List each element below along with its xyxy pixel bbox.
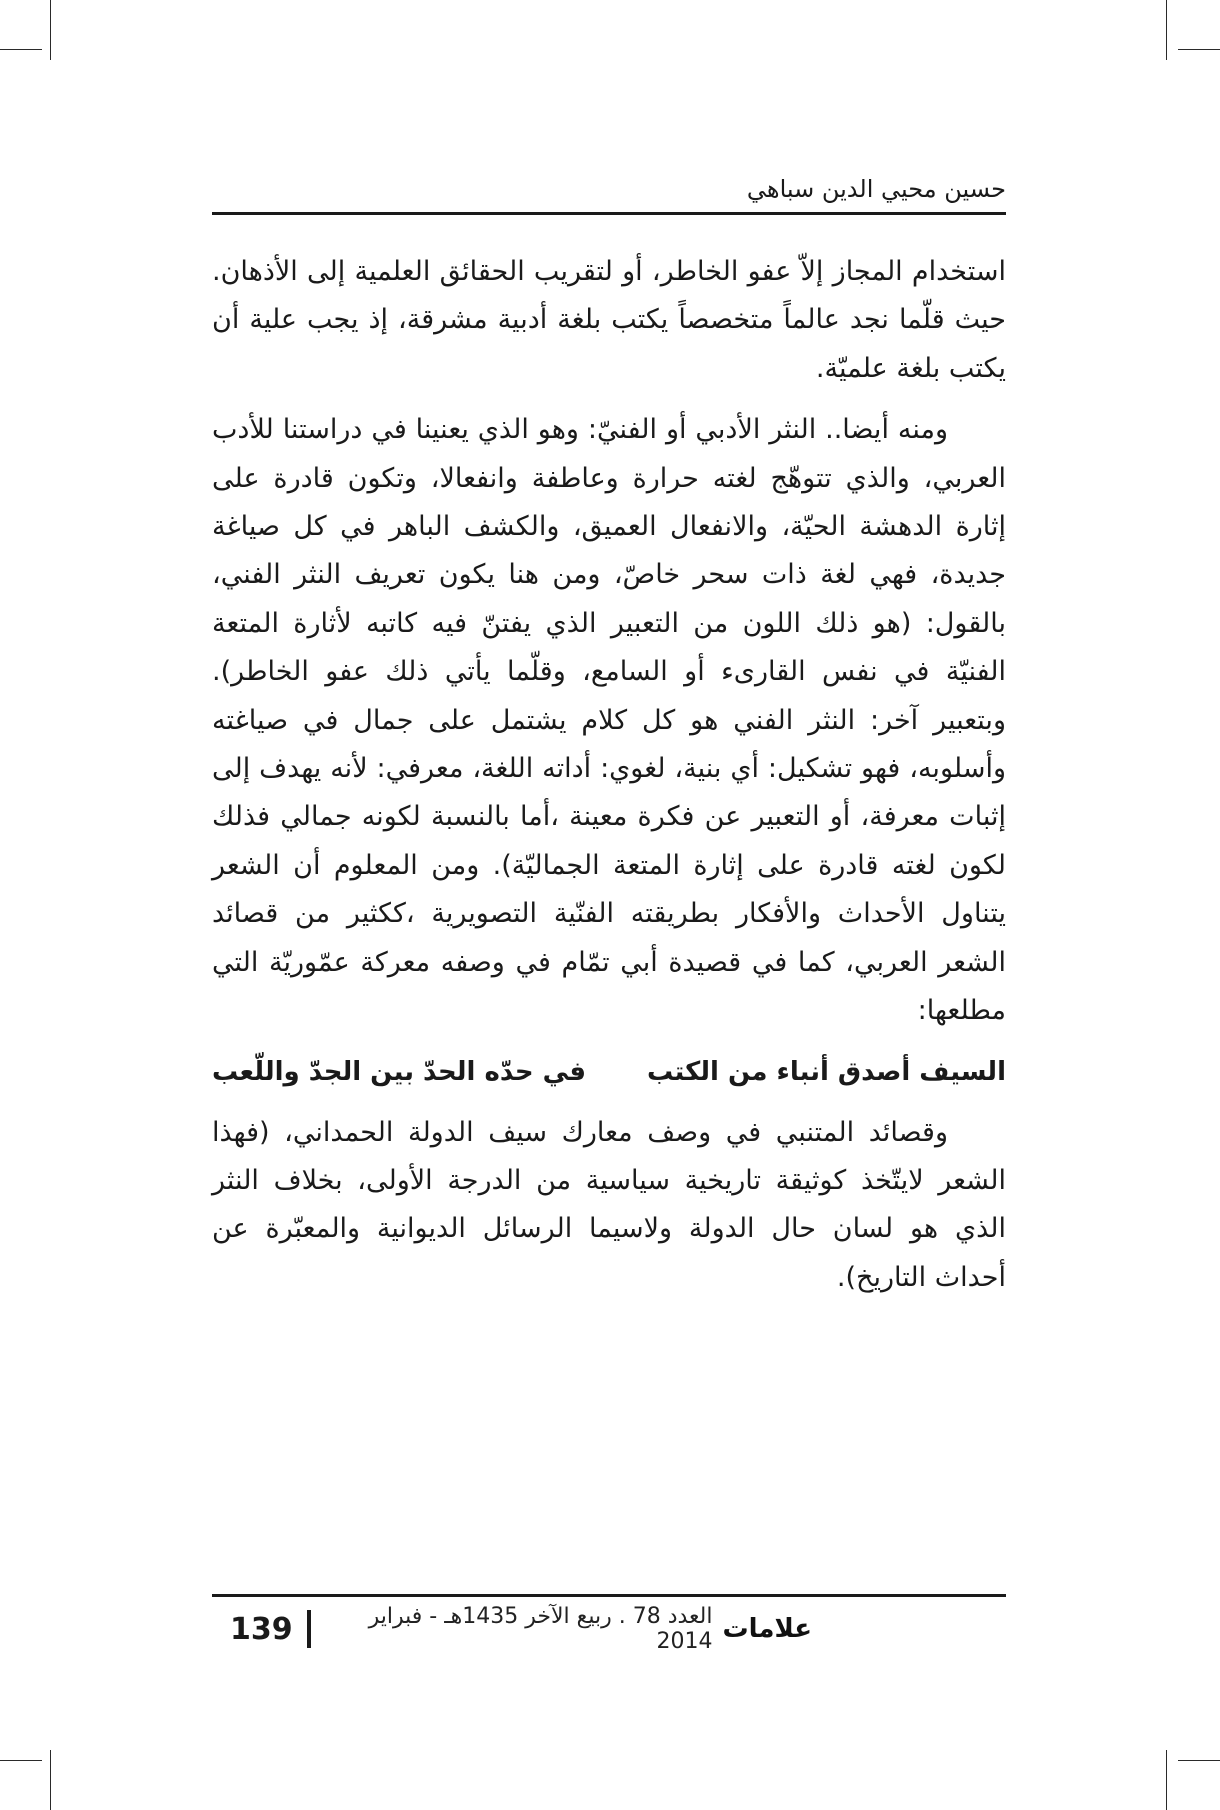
paragraph-2: ومنه أيضا.. النثر الأدبي أو الفنيّ: وهو الذي يعنينا في دراستنا للأدب العربي، والذي تتوهّج لغته حرارة وعاطفة وانفعالا، وتكون قادرة على إثارة الدهشة الحيّة، والانفعال العميق، والكشف الباهر في كل صياغة جديدة، فهي لغة ذات سحر خاصّ، ومن هنا يكون تعريف النثر الفني، بالقول: (هو ذلك اللون من التعبير الذي يفتنّ فيه كاتبه لأثارة المتعة الفنيّة في نفس القارىء أو السامع، وقلّما يأتي ذلك عفو الخاطر). وبتعبير آخر: النثر الفني هو كل كلام يشتمل على جمال في صياغته وأسلوبه، فهو تشكيل: أي بنية، لغوي: أداته اللغة، معرفي: لأنه يهدف إلى إثبات معرفة، أو التعبير عن فكرة معينة ،أما بالنسبة لكونه جمالي فذلك لكون لغته قادرة على إثارة المتعة الجماليّة). ومن المعلوم أن الشعر يتناول الأحداث والأفكار بطريقته الفنّية التصويرية ،ككثير من قصائد الشعر العربي، كما في قصيدة أبي تمّام في وصفه معركة عمّوريّة التي مطلعها: <box>212 414 1006 1027</box>
crop-mark <box>50 1750 51 1810</box>
paragraph-3: وقصائد المتنبي في وصف معارك سيف الدولة الحمداني، (فهذا الشعر لايتّخذ كوثيقة تاريخية سياسية من الدرجة الأولى، بخلاف النثر الذي هو لسان حال الدولة ولاسيما الرسائل الديوانية والمعبّرة عن أحداث التاريخ). <box>212 1116 1006 1293</box>
page-footer <box>212 1604 812 1654</box>
issue-info: العدد 78 . ربيع الآخر 1435هـ - فبراير 2014 <box>368 1604 713 1654</box>
crop-mark <box>1166 1750 1167 1810</box>
article-body <box>212 248 1006 1315</box>
footer-divider-bar <box>307 1610 312 1648</box>
crop-mark <box>1178 1760 1220 1761</box>
verse-first-hemistich: السيف أصدق أنباء من الكتب <box>647 1056 1006 1087</box>
crop-mark <box>50 0 51 60</box>
crop-mark <box>0 49 42 50</box>
paragraph-1: استخدام المجاز إلاّ عفو الخاطر، أو لتقريب الحقائق العلمية إلى الأذهان. حيث قلّما نجد عالماً متخصصاً يكتب بلغة أدبية مشرقة، إذ يجب علية أن يكتب بلغة علميّة. <box>212 256 1006 384</box>
crop-mark <box>1166 0 1167 60</box>
verse-second-hemistich: في حدّه الحدّ بين الجدّ واللّعب <box>212 1056 586 1087</box>
poetry-verse <box>212 1049 1006 1095</box>
page-number: 139 <box>230 1611 293 1647</box>
crop-mark <box>0 1760 42 1761</box>
running-header-author: حسين محيي الدين سباهي <box>746 175 1006 203</box>
footer-rule <box>212 1594 1006 1597</box>
header-rule <box>212 212 1006 215</box>
journal-logo: علامات <box>722 1614 812 1644</box>
crop-mark <box>1178 49 1220 50</box>
